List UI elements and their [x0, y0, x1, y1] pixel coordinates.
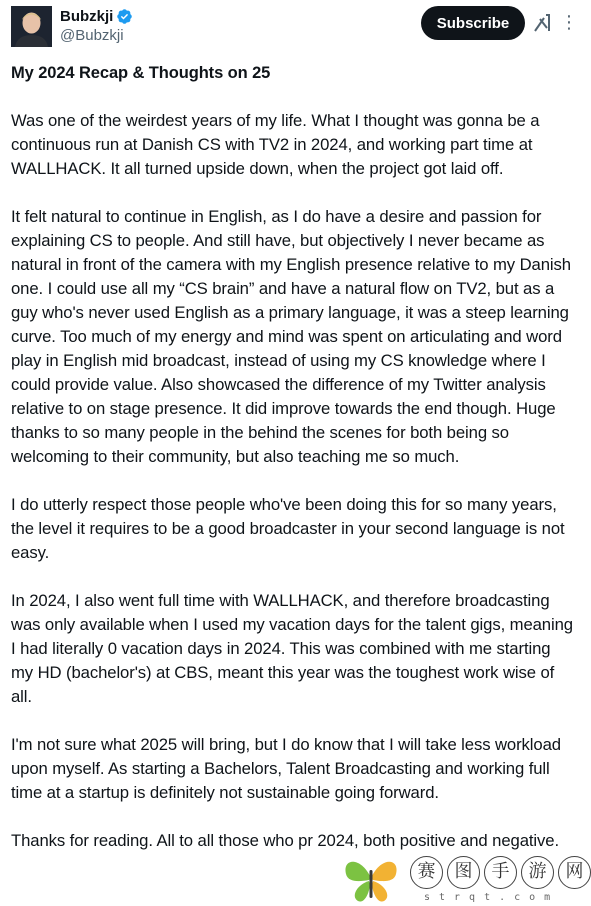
article-body [11, 61, 577, 877]
watermark-url: strqt.com [424, 892, 560, 903]
author-handle[interactable]: @Bubzkji [60, 27, 124, 44]
watermark-characters [410, 856, 591, 889]
author-info[interactable] [60, 7, 133, 46]
author-display-name[interactable]: Bubzkji [60, 8, 114, 25]
watermark-char: 游 [521, 856, 554, 889]
more-icon[interactable]: ⋮ [560, 12, 578, 32]
butterfly-logo-icon [336, 852, 406, 906]
article-paragraph: I'm not sure what 2025 will bring, but I do know that I will take less workload upon myself. As starting a Bachelors, Talent Broadcasting and working full time at a startup is definitely not sustainable going forward. [11, 735, 561, 802]
watermark-char: 赛 [410, 856, 443, 889]
subscribe-button[interactable]: Subscribe [421, 6, 525, 40]
verified-badge-icon [116, 8, 133, 25]
site-watermark [336, 852, 584, 906]
tweet-header [0, 0, 581, 54]
article-paragraph: In 2024, I also went full time with WALLHACK, and therefore broadcasting was only available when I used my vacation days for the talent gigs, meaning I had literally 0 vacation days in 2024. This was combined with me starting my HD (bachelor's) at CBS, meant this year was the toughest work wise of all. [11, 591, 573, 706]
article-paragraph: Thanks for reading. All to all those who pr 2024, both positive and negative. [11, 831, 559, 850]
article-title: My 2024 Recap & Thoughts on 25 [11, 64, 271, 82]
article-paragraph: I do utterly respect those people who've been doing this for so many years, the level it requires to be a good broadcaster in your second language is not easy. [11, 495, 565, 562]
avatar[interactable] [11, 6, 52, 47]
watermark-char: 网 [558, 856, 591, 889]
article-paragraph: Was one of the weirdest years of my life. What I thought was gonna be a continuous run at Danish CS with TV2 in 2024, and working part time at WALLHACK. It all turned upside down, when the project got laid off. [11, 111, 540, 178]
grok-icon[interactable] [531, 11, 553, 33]
watermark-char: 手 [484, 856, 517, 889]
article-paragraph: It felt natural to continue in English, as I do have a desire and passion for explaining CS to people. And still have, but objectively I never became as natural in front of the camera with my English presence relative to my Danish one. I could use all my “CS brain” and have a natural flow on TV2, but as a guy who's never used English as a primary language, it was a steep learning curve. Too much of my energy and mind was spent on articulating and word play in English mid broadcast, instead of using my CS knowledge where I could provide value. Also showcased the difference of my Twitter analysis relative to on stage presence. It did improve towards the end though. Huge thanks to so many people in the behind the scenes for both being so welcoming to their community, but also teaching me so much. [11, 207, 571, 466]
avatar-image [11, 6, 52, 47]
watermark-char: 图 [447, 856, 480, 889]
